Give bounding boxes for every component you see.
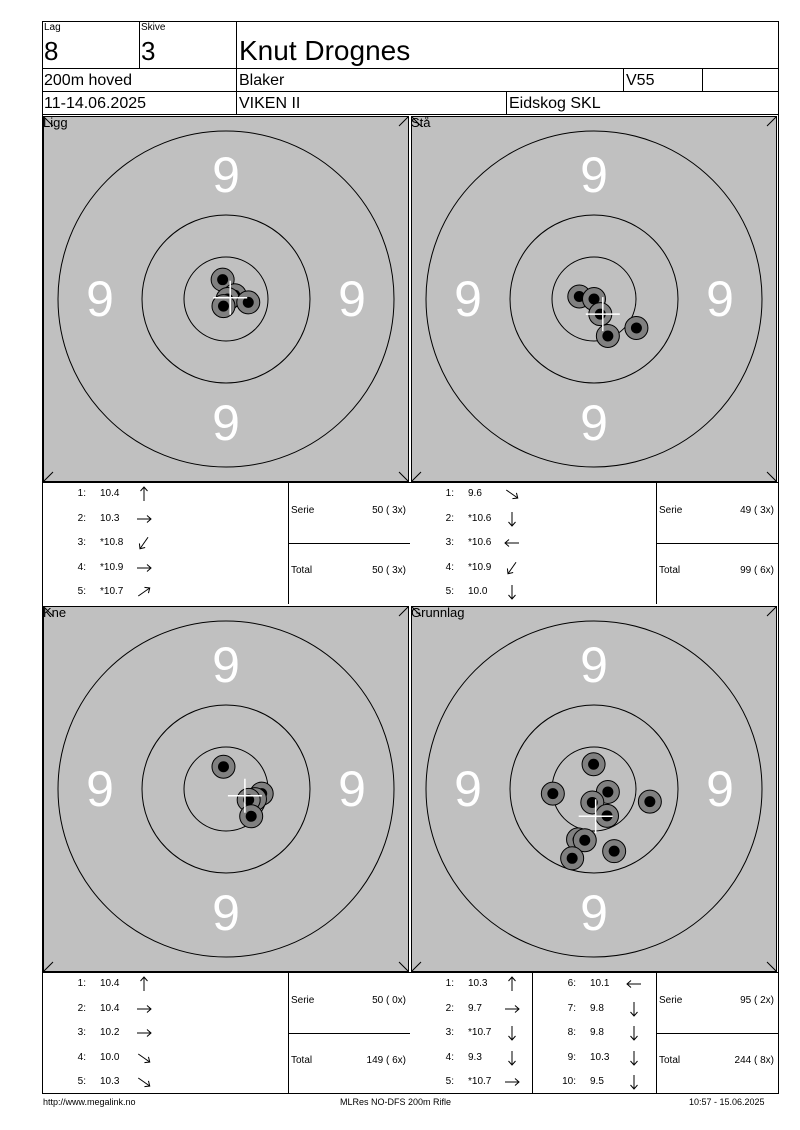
panel-title: Stå	[411, 115, 431, 130]
skive-label: Skive	[141, 22, 166, 33]
shot-score: 9.7	[468, 1002, 482, 1014]
shot-mark	[638, 790, 661, 813]
event-name: 200m hoved	[44, 72, 133, 89]
direction-arrow-icon	[625, 1024, 643, 1042]
ring-number-9: 9	[454, 271, 482, 327]
direction-arrow-icon	[503, 1049, 521, 1067]
ring-number-9: 9	[580, 637, 608, 693]
shooter-name: Knut Drognes	[239, 35, 411, 66]
shot-score: 10.2	[100, 1027, 120, 1038]
shot-score: 10.0	[100, 1051, 120, 1063]
range-name: Eidskog SKL	[509, 95, 601, 112]
shot-index: 5:	[445, 1076, 454, 1087]
shot-mark	[582, 753, 605, 776]
ring-number-9: 9	[86, 271, 114, 327]
direction-arrow-icon	[503, 510, 521, 528]
shot-mark	[237, 291, 260, 314]
shot-index: 6:	[567, 978, 576, 989]
shot-mark	[596, 324, 619, 347]
ring-number-9: 9	[212, 637, 240, 693]
shot-mark	[561, 847, 584, 870]
direction-arrow-icon	[625, 1000, 643, 1018]
shot-index: 5:	[77, 1076, 86, 1087]
shot-score: 10.3	[100, 512, 120, 524]
panel-3	[42, 604, 410, 1094]
total-value: 50 ( 3x)	[372, 565, 406, 576]
shot-score: 10.3	[468, 978, 488, 989]
serie-value: 50 ( 0x)	[372, 995, 406, 1006]
shot-index: 4:	[445, 1051, 454, 1063]
skive-value: 3	[141, 36, 156, 66]
direction-arrow-icon	[135, 559, 153, 577]
shot-score: 9.5	[590, 1076, 604, 1087]
target-3	[43, 606, 409, 972]
shot-mark	[212, 755, 235, 778]
total-label: Total	[291, 1055, 313, 1066]
shot-index: 8:	[567, 1027, 576, 1038]
direction-arrow-icon	[503, 1000, 521, 1018]
direction-arrow-icon	[135, 1000, 153, 1018]
direction-arrow-icon	[135, 975, 153, 993]
region-name: VIKEN II	[239, 95, 301, 112]
total-value: 244 ( 8x)	[734, 1055, 774, 1066]
target-2	[411, 116, 777, 482]
shot-score: 10.3	[100, 1076, 120, 1087]
shot-index: 2:	[77, 1002, 86, 1014]
shot-index: 2:	[445, 512, 454, 524]
serie-value: 49 ( 3x)	[740, 505, 774, 516]
shot-score: *10.9	[468, 561, 492, 573]
shot-mark	[541, 782, 564, 805]
panel-title: Ligg	[43, 115, 68, 130]
shot-score: *10.9	[100, 561, 124, 573]
ring-number-9: 9	[338, 271, 366, 327]
shot-index: 1:	[445, 488, 454, 499]
direction-arrow-icon	[503, 975, 521, 993]
shot-score: 10.4	[100, 978, 120, 989]
footer-timestamp: 10:57 - 15.06.2025	[689, 1097, 765, 1107]
shot-index: 1:	[77, 488, 86, 499]
shot-score: 10.4	[100, 1002, 120, 1014]
ring-number-9: 9	[212, 147, 240, 203]
panel-title: Kne	[43, 605, 67, 620]
direction-arrow-icon	[135, 1073, 153, 1091]
lag-label: Lag	[44, 22, 61, 33]
serie-label: Serie	[659, 995, 683, 1006]
ring-number-9: 9	[580, 147, 608, 203]
club-name: Blaker	[239, 72, 285, 89]
shot-score: *10.6	[468, 537, 492, 548]
shot-score: 9.3	[468, 1051, 482, 1063]
direction-arrow-icon	[503, 559, 521, 577]
ring-number-9: 9	[580, 395, 608, 451]
panel-2	[410, 114, 778, 604]
shot-index: 3:	[445, 537, 454, 548]
direction-arrow-icon	[135, 583, 153, 601]
direction-arrow-icon	[135, 510, 153, 528]
serie-value: 95 ( 2x)	[740, 995, 774, 1006]
shot-index: 5:	[77, 586, 86, 597]
direction-arrow-icon	[625, 1049, 643, 1067]
ring-number-9: 9	[338, 761, 366, 817]
total-value: 149 ( 6x)	[366, 1055, 406, 1066]
direction-arrow-icon	[503, 534, 521, 552]
shot-index: 4:	[77, 561, 86, 573]
total-label: Total	[659, 1055, 681, 1066]
shot-score: *10.7	[100, 586, 124, 597]
shot-index: 3:	[445, 1027, 454, 1038]
shot-score: *10.7	[468, 1027, 492, 1038]
direction-arrow-icon	[503, 583, 521, 601]
shot-index: 4:	[77, 1051, 86, 1063]
direction-arrow-icon	[625, 1073, 643, 1091]
shot-index: 9:	[567, 1051, 576, 1063]
direction-arrow-icon	[135, 485, 153, 503]
shot-score: *10.8	[100, 537, 124, 548]
lag-value: 8	[44, 36, 59, 66]
total-value: 99 ( 6x)	[740, 565, 774, 576]
serie-label: Serie	[659, 505, 683, 516]
total-label: Total	[291, 565, 313, 576]
shot-index: 4:	[445, 561, 454, 573]
ring-number-9: 9	[212, 395, 240, 451]
panel-1	[42, 114, 410, 604]
shot-score: *10.6	[468, 512, 492, 524]
serie-label: Serie	[291, 995, 315, 1006]
serie-value: 50 ( 3x)	[372, 505, 406, 516]
shot-index: 3:	[77, 1027, 86, 1038]
direction-arrow-icon	[503, 1024, 521, 1042]
shot-index: 2:	[77, 512, 86, 524]
direction-arrow-icon	[135, 1024, 153, 1042]
footer-url: http://www.megalink.no	[43, 1097, 136, 1107]
panel-4	[410, 604, 778, 1094]
direction-arrow-icon	[625, 975, 643, 993]
shot-index: 5:	[445, 586, 454, 597]
ring-number-9: 9	[580, 885, 608, 941]
ring-number-9: 9	[86, 761, 114, 817]
shot-mark	[625, 316, 648, 339]
target-1	[43, 116, 409, 482]
shot-index: 3:	[77, 537, 86, 548]
total-label: Total	[659, 565, 681, 576]
shot-score: 9.8	[590, 1002, 604, 1014]
event-dates: 11-14.06.2025	[44, 95, 147, 112]
ring-number-9: 9	[706, 271, 734, 327]
panel-title: Grunnlag	[411, 605, 465, 620]
class-name: V55	[626, 72, 655, 89]
shot-index: 10:	[562, 1076, 576, 1087]
shot-score: 10.4	[100, 488, 120, 499]
shot-mark	[603, 840, 626, 863]
shot-index: 1:	[445, 978, 454, 989]
shot-score: 10.3	[590, 1051, 610, 1063]
shot-index: 7:	[567, 1002, 576, 1014]
shot-score: *10.7	[468, 1076, 492, 1087]
shot-score: 10.0	[468, 586, 488, 597]
footer-program: MLRes NO-DFS 200m Rifle	[340, 1097, 452, 1107]
ring-number-9: 9	[454, 761, 482, 817]
shot-score: 9.8	[590, 1027, 604, 1038]
ring-number-9: 9	[212, 885, 240, 941]
shot-score: 10.1	[590, 978, 610, 989]
direction-arrow-icon	[503, 485, 521, 503]
shot-index: 1:	[77, 978, 86, 989]
serie-label: Serie	[291, 505, 315, 516]
shot-score: 9.6	[468, 488, 482, 499]
target-4	[411, 606, 777, 972]
shot-index: 2:	[445, 1002, 454, 1014]
direction-arrow-icon	[135, 534, 153, 552]
direction-arrow-icon	[135, 1049, 153, 1067]
direction-arrow-icon	[503, 1073, 521, 1091]
ring-number-9: 9	[706, 761, 734, 817]
shot-mark	[240, 805, 263, 828]
